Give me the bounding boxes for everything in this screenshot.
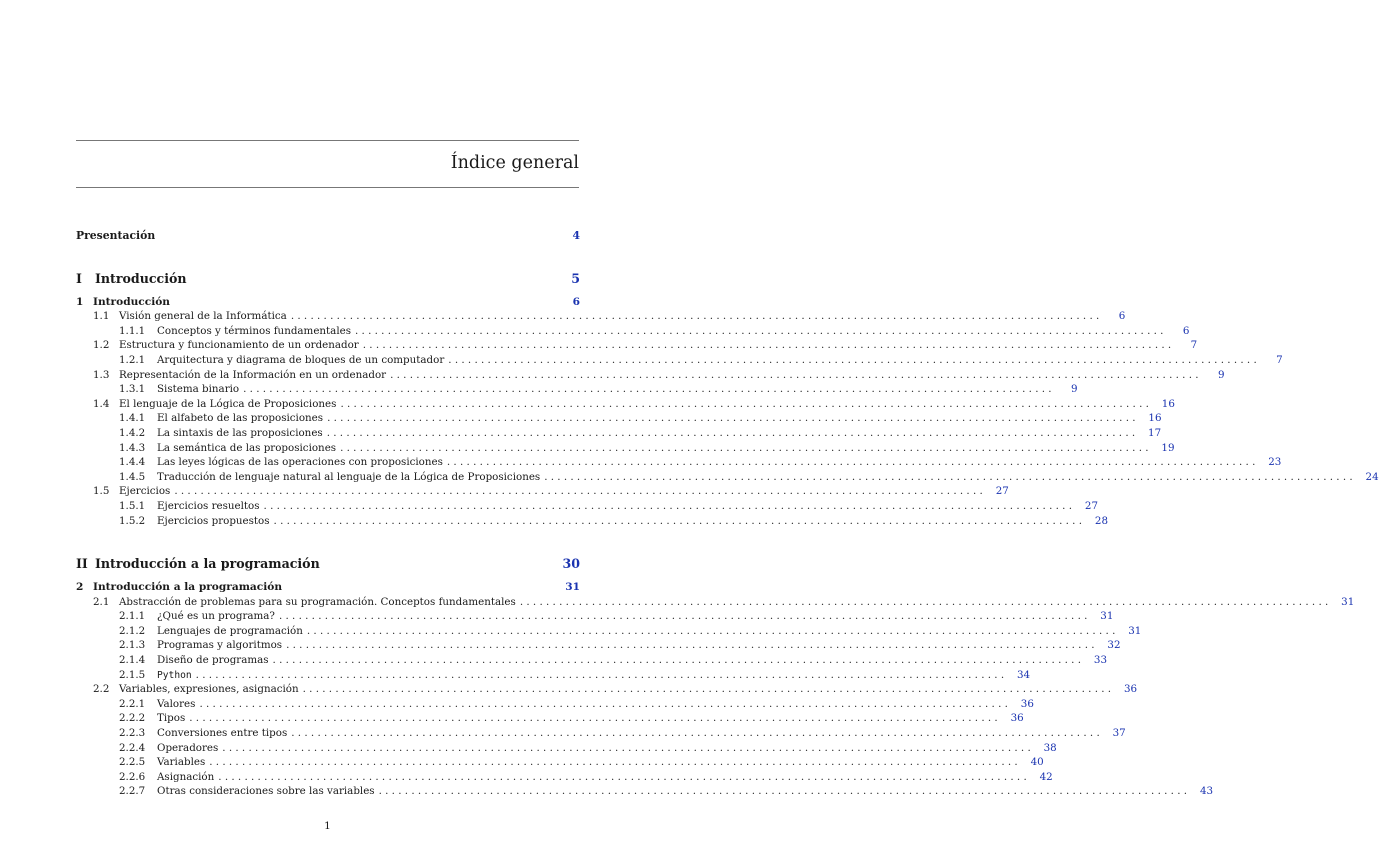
toc-page-link[interactable]: 37	[1112, 727, 1126, 740]
toc-entry-title[interactable]: El lenguaje de la Lógica de Proposiciones	[119, 397, 337, 410]
toc-entry-title[interactable]: ¿Qué es un programa?	[157, 610, 275, 623]
toc-page-link[interactable]: 16	[1161, 397, 1175, 410]
toc-page-link[interactable]: 36	[1123, 683, 1138, 696]
toc-entry-2.1[interactable]	[76, 595, 1355, 610]
toc-entry-number: 1.5.2	[119, 514, 146, 527]
toc-dot-leader	[540, 470, 1352, 485]
toc-entry-1.2[interactable]	[76, 338, 1198, 353]
toc-entry-title[interactable]: Abstracción de problemas para su programación. Conceptos fundamentales	[119, 595, 516, 608]
bottom-rule	[76, 187, 579, 188]
toc-entry-title[interactable]: Traducción de lenguaje natural al lenguaje de la Lógica de Proposiciones	[157, 470, 541, 483]
toc-page-link[interactable]: 32	[1107, 639, 1121, 652]
toc-page-link[interactable]: 38	[1043, 741, 1057, 754]
toc-page-link[interactable]: 7	[1276, 353, 1283, 366]
toc-page-link[interactable]: 36	[1020, 697, 1034, 710]
toc-dot-leader	[444, 353, 1256, 368]
toc-entry-title[interactable]: El alfabeto de las proposiciones	[157, 412, 324, 425]
toc-entry-1[interactable]	[76, 295, 580, 310]
toc-entry-2.1.5[interactable]	[76, 668, 1031, 683]
toc-entry-2.2.6[interactable]	[76, 770, 1053, 785]
toc-dot-leader	[185, 711, 997, 726]
toc-spacer	[76, 244, 580, 270]
toc-entry-title[interactable]: Presentación	[76, 229, 156, 242]
toc-spacer	[76, 573, 580, 580]
toc-page-link[interactable]: 6	[1118, 310, 1126, 323]
toc-page-link[interactable]: 31	[1100, 610, 1114, 623]
toc-entry-1.4.2[interactable]	[76, 426, 1162, 441]
toc-entry-title[interactable]: Asignación	[157, 770, 215, 783]
toc-page-link[interactable]: 4	[572, 229, 580, 242]
toc-entry-number: 1.2	[93, 339, 110, 352]
toc-page-link[interactable]: 27	[1084, 499, 1098, 512]
toc-entry-title[interactable]: Variables	[157, 756, 206, 769]
toc-dot-leader	[218, 741, 1030, 756]
toc-entry-title[interactable]: Operadores	[157, 741, 219, 754]
toc-entry-2[interactable]	[76, 580, 580, 595]
toc-entry-number: 2.2.7	[119, 785, 146, 798]
toc-page-link[interactable]: 31	[1128, 624, 1142, 637]
toc-entry-number: 1.3	[93, 368, 110, 381]
toc-entry-title[interactable]: Arquitectura y diagrama de bloques de un computador	[157, 353, 445, 366]
toc-entry-number: 2.2.3	[119, 727, 146, 740]
toc-entry-2.1.2[interactable]	[76, 624, 1142, 639]
toc-page-link[interactable]: 5	[571, 270, 580, 286]
toc-entry-2.1.3[interactable]	[76, 638, 1121, 653]
toc-entry-number: 1.4.5	[119, 470, 146, 483]
toc-entry-II[interactable]	[76, 555, 580, 573]
toc-entry-number: 2.1.1	[119, 610, 146, 623]
toc-dot-leader	[443, 455, 1255, 470]
toc-page-link[interactable]: 36	[1010, 712, 1024, 725]
toc-entry-title[interactable]: Introducción	[93, 295, 171, 308]
toc-entry-number: 2.2.1	[119, 697, 146, 710]
toc-page-link[interactable]: 23	[1268, 456, 1282, 469]
toc-entry-number: 1.4.1	[119, 412, 146, 425]
toc-entry-2.2.5[interactable]	[76, 755, 1044, 770]
toc-entry-number: 1.5	[93, 485, 110, 498]
toc-entry-1.1.1[interactable]	[76, 324, 1190, 339]
toc-page-link[interactable]: 33	[1093, 654, 1107, 667]
toc-entry-title[interactable]: Otras consideraciones sobre las variables	[157, 785, 375, 798]
toc-dot-leader	[269, 653, 1081, 668]
toc-dot-leader	[375, 784, 1187, 799]
toc-entry-title[interactable]: Representación de la Información en un ordenador	[119, 368, 387, 381]
toc-entry-title[interactable]: Conversiones entre tipos	[157, 727, 288, 740]
toc-entry-number: 2.1.2	[119, 624, 146, 637]
toc-spacer	[76, 528, 580, 555]
toc-entry-2.2.3[interactable]	[76, 726, 1126, 741]
toc-entry-title[interactable]: Ejercicios	[119, 485, 171, 498]
toc-entry-1.4[interactable]	[76, 397, 1175, 412]
page-number: 1	[324, 820, 331, 832]
toc-entry-title[interactable]: Estructura y funcionamiento de un ordenador	[119, 339, 359, 352]
toc-page-link[interactable]: 7	[1190, 339, 1198, 352]
toc-dot-leader	[239, 382, 1051, 397]
toc-dot-leader	[351, 324, 1163, 339]
toc-page-link[interactable]: 24	[1365, 470, 1379, 483]
toc-entry-2.2[interactable]	[76, 682, 1138, 697]
toc-entry-1.1[interactable]	[76, 309, 1126, 324]
toc-entry-1.4.3[interactable]	[76, 441, 1175, 456]
toc-page-link[interactable]: 19	[1161, 441, 1175, 454]
toc-page-link[interactable]: 31	[565, 581, 580, 594]
toc-page-link[interactable]: 31	[1341, 595, 1355, 608]
toc-entry-title[interactable]: Introducción a la programación	[93, 581, 283, 594]
toc-entry-2.2.2[interactable]	[76, 711, 1024, 726]
toc-page-link[interactable]: 30	[562, 556, 580, 572]
toc-dot-leader	[270, 514, 1082, 529]
toc-entry-number: I	[76, 270, 82, 286]
toc-page-link[interactable]: 40	[1030, 756, 1044, 769]
toc-entry-number: 2	[76, 581, 84, 594]
toc-dot-leader	[359, 338, 1171, 353]
toc-dot-leader	[195, 697, 1007, 712]
toc-entry-title[interactable]: Tipos	[157, 712, 186, 725]
toc-page-link[interactable]: 9	[1217, 368, 1225, 381]
toc-entry-2.2.1[interactable]	[76, 697, 1034, 712]
toc-entry-title[interactable]: Variables, expresiones, asignación	[119, 683, 299, 696]
toc-entry-1.5.2[interactable]	[76, 514, 1108, 529]
toc-dot-leader	[275, 609, 1087, 624]
toc-entry-number: 1.4.4	[119, 456, 146, 469]
toc-entry-number: 2.1.5	[119, 668, 146, 681]
toc-page-link[interactable]: 34	[1017, 668, 1031, 681]
toc-dot-leader	[299, 682, 1111, 697]
toc-entry-title[interactable]: Introducción a la programación	[95, 556, 320, 572]
toc-dot-leader	[192, 668, 1004, 683]
toc-entry-number: 1.2.1	[119, 353, 146, 366]
toc-entry-title[interactable]: Valores	[157, 697, 196, 710]
toc-entry-1.3.1[interactable]	[76, 382, 1078, 397]
toc-entry-number: 2.1.3	[119, 639, 146, 652]
toc-page-link[interactable]: 6	[1182, 324, 1190, 337]
toc-dot-leader	[170, 484, 982, 499]
toc-entry-title[interactable]: La sintaxis de las proposiciones	[157, 426, 323, 439]
toc-entry-number: 2.2.4	[119, 741, 146, 754]
toc-dot-leader	[287, 309, 1099, 324]
toc-entry-number: 2.2.5	[119, 756, 146, 769]
toc-entry-number: 1.5.1	[119, 499, 146, 512]
toc-dot-leader	[516, 595, 1328, 610]
toc-page-link[interactable]: 28	[1094, 514, 1108, 527]
toc-entry-number: 1.1	[93, 310, 110, 323]
toc-entry-number: 2.1.4	[119, 654, 146, 667]
toc-entry-title[interactable]: Programas y algoritmos	[157, 639, 283, 652]
toc-entry-title[interactable]: Las leyes lógicas de las operaciones con proposiciones	[157, 456, 443, 469]
toc-entry-number: 1.4	[93, 397, 110, 410]
toc-entry-number: 1.1.1	[119, 324, 146, 337]
toc-entry-title[interactable]: Ejercicios resueltos	[157, 499, 260, 512]
toc-entry-number: 2.1	[93, 595, 110, 608]
toc-entry-1.2.1[interactable]	[76, 353, 1283, 368]
toc-page-link[interactable]: 6	[572, 295, 580, 308]
top-rule	[76, 140, 579, 141]
toc-entry-1.5[interactable]	[76, 484, 1009, 499]
toc-entry-2.1.1[interactable]	[76, 609, 1114, 624]
table-of-contents	[76, 229, 1379, 799]
page-title: Índice general	[450, 153, 579, 173]
toc-dot-leader	[303, 624, 1115, 639]
toc-dot-leader	[323, 411, 1135, 426]
toc-page-link[interactable]: 43	[1199, 785, 1214, 798]
toc-entry-number: 1.3.1	[119, 383, 146, 396]
toc-entry-1.5.1[interactable]	[76, 499, 1098, 514]
toc-entry-title[interactable]: Python	[157, 669, 192, 681]
toc-entry-2.2.7[interactable]	[76, 784, 1214, 799]
toc-dot-leader	[214, 770, 1026, 785]
toc-dot-leader	[336, 441, 1148, 456]
toc-entry-title[interactable]: La semántica de las proposiciones	[157, 441, 337, 454]
toc-dot-leader	[287, 726, 1099, 741]
toc-entry-number: 1.4.3	[119, 441, 146, 454]
toc-entry-title[interactable]: Lenguajes de programación	[157, 624, 303, 637]
toc-entry-number: 1.4.2	[119, 426, 146, 439]
toc-page-link[interactable]: 16	[1148, 412, 1162, 425]
toc-page-link[interactable]: 9	[1071, 383, 1078, 396]
toc-entry-title[interactable]: Conceptos y términos fundamentales	[157, 324, 351, 337]
toc-entry-1.4.4[interactable]	[76, 455, 1282, 470]
toc-dot-leader	[260, 499, 1072, 514]
toc-entry-I[interactable]	[76, 270, 580, 288]
toc-entry-presentacion[interactable]	[76, 229, 580, 244]
toc-entry-1.4.1[interactable]	[76, 411, 1162, 426]
toc-entry-number: 2.2	[93, 683, 110, 696]
toc-entry-title[interactable]: Visión general de la Informática	[119, 310, 287, 323]
toc-page-link[interactable]: 42	[1039, 770, 1053, 783]
toc-entry-number: 2.2.2	[119, 712, 146, 725]
toc-dot-leader	[386, 368, 1198, 383]
toc-dot-leader	[282, 638, 1094, 653]
toc-page-link[interactable]: 27	[995, 485, 1009, 498]
toc-entry-title[interactable]: Ejercicios propuestos	[157, 514, 270, 527]
toc-dot-leader	[323, 426, 1135, 441]
toc-entry-title[interactable]: Introducción	[95, 270, 187, 286]
toc-entry-2.1.4[interactable]	[76, 653, 1107, 668]
toc-entry-title[interactable]: Diseño de programas	[157, 654, 269, 667]
toc-entry-title[interactable]: Sistema binario	[157, 383, 240, 396]
toc-entry-2.2.4[interactable]	[76, 741, 1057, 756]
toc-dot-leader	[205, 755, 1017, 770]
toc-dot-leader	[336, 397, 1148, 412]
toc-entry-1.4.5[interactable]	[76, 470, 1379, 485]
toc-spacer	[76, 288, 580, 295]
toc-entry-number: 2.2.6	[119, 770, 146, 783]
toc-entry-number: II	[76, 556, 88, 572]
toc-entry-number: 1	[76, 295, 84, 308]
toc-page-link[interactable]: 17	[1148, 426, 1162, 439]
toc-entry-1.3[interactable]	[76, 368, 1225, 383]
